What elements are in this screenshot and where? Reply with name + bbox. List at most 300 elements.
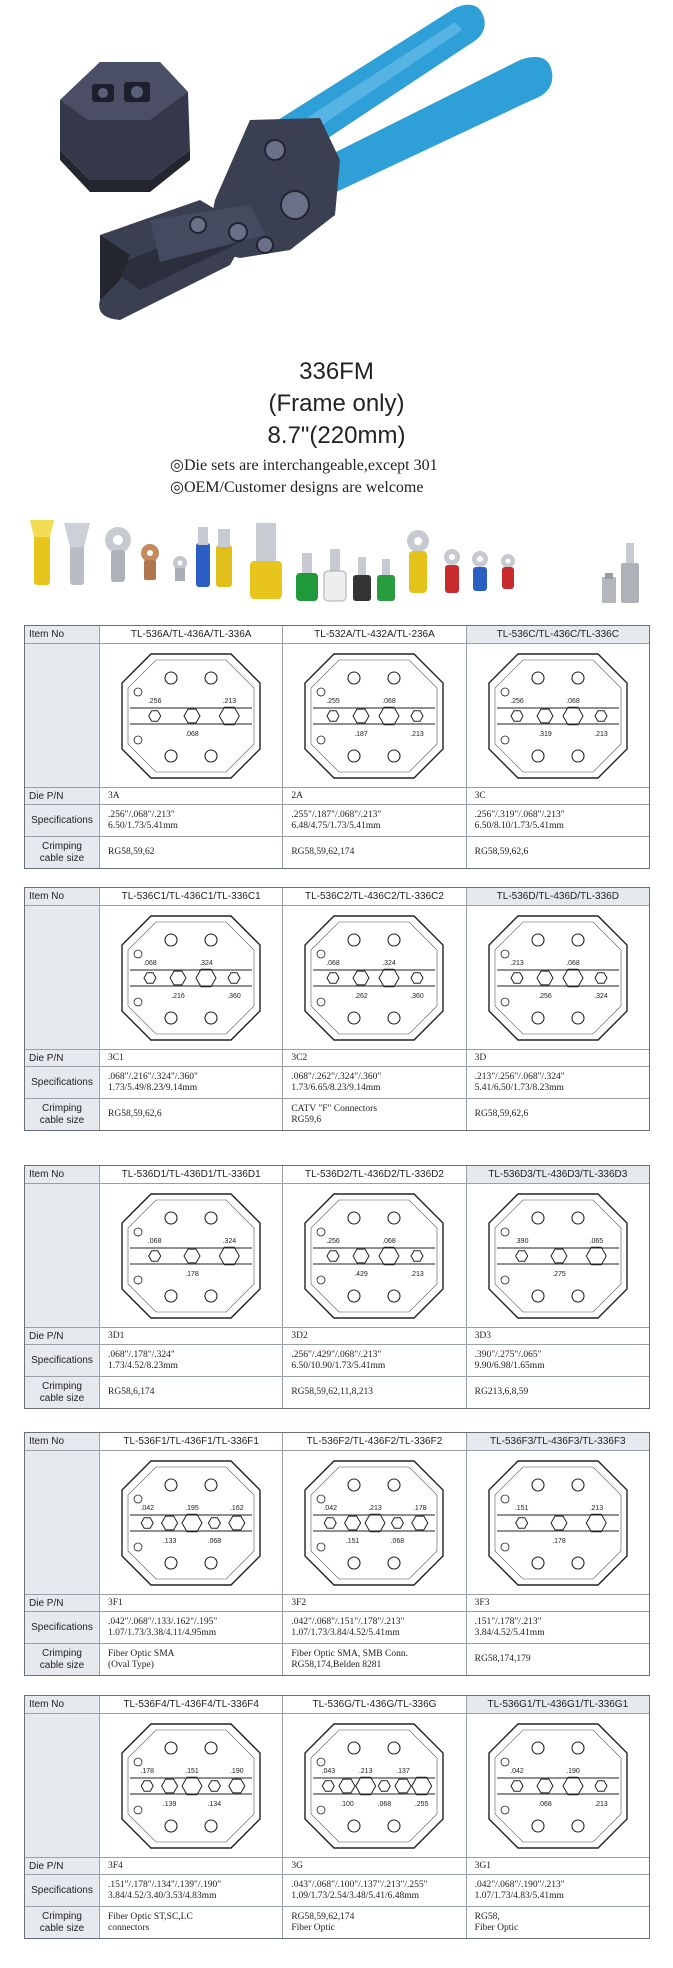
crimp-cavity [586, 1514, 606, 1531]
cavity-size-label: .275 [552, 1270, 566, 1278]
item-no-label: Item No [25, 888, 100, 905]
spec-line: .042"/.068"/.133/.162"/.195" [108, 1616, 218, 1627]
item-no-row [25, 1433, 649, 1450]
die-drawing [467, 906, 649, 1049]
cable-line: RG58,59,62,6 [474, 1109, 529, 1119]
die-pn-label: Die P/N [25, 1858, 100, 1874]
specifications-row [25, 1344, 649, 1376]
cavity-size-label: .324 [199, 959, 213, 967]
specification-value [100, 805, 283, 836]
item-no-row [25, 888, 649, 905]
locator-mark [134, 998, 142, 1006]
cavity-size-label: .324 [594, 992, 608, 1000]
locator-mark [501, 998, 509, 1006]
spec-line: 1.73/6.65/8.23/9.14mm [291, 1082, 381, 1093]
crimp-cavity [563, 969, 583, 986]
item-number: TL-536D1/TL-436D1/TL-336D1 [100, 1166, 283, 1183]
cable-line: Fiber Optic SMA [108, 1648, 175, 1659]
locator-mark [134, 736, 142, 744]
yellow-spade-terminal [30, 520, 54, 585]
crimp-cavity [219, 1247, 239, 1264]
item-number: TL-536F3/TL-436F3/TL-336F3 [467, 1433, 649, 1450]
mount-hole [165, 1290, 177, 1302]
crimp-cavity [516, 1517, 528, 1527]
die-diagram [299, 1455, 449, 1591]
die-diagram [483, 1718, 633, 1854]
crimp-cavity [229, 1779, 245, 1793]
cavity-size-label: .151 [346, 1537, 360, 1545]
specification-value [467, 805, 649, 836]
die-inner-outline [311, 1200, 437, 1312]
mount-hole [532, 1557, 544, 1569]
spec-line: .151"/.178"/.134"/.139"/.190" [108, 1879, 222, 1890]
crimp-cavity [182, 1514, 202, 1531]
mount-hole [205, 672, 217, 684]
die-drawing-row [25, 1450, 649, 1594]
cavity-size-label: .151 [514, 1504, 529, 1512]
cavity-size-label: .042 [140, 1504, 155, 1512]
specifications-label: Specifications [25, 1345, 100, 1376]
cavity-size-label: .068 [207, 1537, 222, 1545]
cable-line: RG58,59,62,6 [108, 1109, 162, 1119]
die-pn-row [25, 1857, 649, 1874]
die-diagram [483, 1188, 633, 1324]
die-drawing [467, 1714, 649, 1857]
specifications-label: Specifications [25, 1067, 100, 1098]
mount-hole [532, 1820, 544, 1832]
cable-line: RG213,6,8,59 [474, 1387, 529, 1397]
green-ferrule-terminal [296, 553, 318, 601]
die-diagram [116, 1455, 266, 1591]
spec-line: .151"/.178"/.213" [474, 1616, 542, 1627]
mount-hole [572, 1742, 584, 1754]
crimp-cavity [379, 969, 399, 986]
cavity-size-label: .178 [552, 1537, 566, 1545]
cavity-size-label: .324 [222, 1237, 237, 1245]
cavity-size-label: .042 [510, 1767, 524, 1775]
cavity-size-label: .151 [185, 1767, 199, 1775]
small-ring-terminal [173, 556, 187, 581]
locator-mark [501, 688, 509, 696]
crimping-cable-row [25, 1376, 649, 1408]
crimp-cavity [209, 1517, 221, 1527]
mount-hole [388, 1557, 400, 1569]
cavity-size-label: .139 [162, 1800, 177, 1808]
cable-size-value [283, 1377, 466, 1408]
locator-mark [317, 1276, 325, 1284]
cavity-size-label: .137 [396, 1767, 411, 1775]
cavity-size-label: .256 [510, 697, 524, 705]
cavity-size-label: .213 [589, 1504, 603, 1512]
cable-size-value [100, 1377, 283, 1408]
cavity-size-label: .134 [207, 1800, 222, 1808]
die-drawing [100, 1714, 283, 1857]
mount-hole [532, 934, 544, 946]
die-part-number: 3G1 [474, 1860, 492, 1871]
die-outline [305, 1724, 443, 1848]
cavity-size-label: .187 [354, 730, 369, 738]
note-interchangeable: ◎Die sets are interchangeable,except 301 [170, 457, 438, 474]
cavity-size-label: .213 [410, 1270, 425, 1278]
die-inner-outline [311, 660, 437, 772]
spec-line: 1.07/1.73/4.83/5.41mm [474, 1890, 564, 1901]
die-drawing [100, 1451, 283, 1594]
spec-line: .390"/.275"/.065" [474, 1349, 542, 1360]
cable-size-value [100, 837, 283, 868]
locator-mark [134, 1228, 142, 1236]
crimp-cavity [353, 971, 369, 985]
specifications-row [25, 1874, 649, 1906]
mount-hole [572, 1479, 584, 1491]
mount-hole [388, 1742, 400, 1754]
cable-line: RG58,174,179 [474, 1654, 531, 1664]
locator-mark [317, 1543, 325, 1551]
item-number: TL-536C2/TL-436C2/TL-336C2 [283, 888, 466, 905]
specification-value [283, 805, 466, 836]
crimp-cavity [196, 969, 216, 986]
crimp-cavity [379, 707, 399, 724]
spec-line: 9.90/6.98/1.65mm [474, 1360, 545, 1371]
mount-hole [572, 934, 584, 946]
red-fork-terminal [501, 554, 515, 589]
die-inner-outline [128, 1730, 254, 1842]
model-length: 8.7"(220mm) [267, 422, 406, 449]
die-pn-label: Die P/N [25, 788, 100, 804]
cavity-size-label: .213 [510, 959, 524, 967]
mount-hole [205, 1290, 217, 1302]
specification-value [467, 1612, 649, 1643]
locator-mark [501, 1806, 509, 1814]
cavity-size-label: .213 [222, 697, 237, 705]
spec-line: 1.09/1.73/2.54/3.48/5.41/6.48mm [291, 1890, 420, 1901]
die-pn-row [25, 1327, 649, 1344]
die-diagram [483, 1455, 633, 1591]
die-inner-outline [311, 1730, 437, 1842]
die-drawing-row [25, 905, 649, 1049]
die-part-number: 3D2 [283, 1328, 466, 1344]
cavity-size-label: .100 [340, 1800, 355, 1808]
crimp-cavity [327, 1250, 339, 1260]
crimp-cavity [412, 1516, 428, 1530]
die-inner-outline [128, 1467, 254, 1579]
drawing-label-blank [25, 1184, 100, 1327]
mount-hole [348, 1012, 360, 1024]
mount-hole [532, 1742, 544, 1754]
locator-mark [134, 1543, 142, 1551]
crimping-cable-row [25, 1906, 649, 1938]
die-drawing [467, 1451, 649, 1594]
drawing-label-blank [25, 1714, 100, 1857]
cable-line: RG58,59,62,6 [474, 847, 529, 857]
spec-line: .068"/.262"/.324"/.360" [291, 1071, 382, 1082]
specification-value [283, 1067, 466, 1098]
die-outline [489, 1724, 627, 1848]
cavity-size-label: .213 [359, 1767, 373, 1775]
locator-mark [501, 1495, 509, 1503]
locator-mark [317, 950, 325, 958]
silver-spade-terminal [64, 523, 90, 585]
die-diagram [483, 648, 633, 784]
crimp-cavity [563, 707, 583, 724]
mount-hole [532, 750, 544, 762]
mount-hole [205, 934, 217, 946]
cavity-size-label: .178 [185, 1270, 199, 1278]
mount-hole [165, 1012, 177, 1024]
mount-hole [388, 1290, 400, 1302]
crimp-cavity [149, 1250, 161, 1260]
cavity-size-label: .262 [354, 992, 369, 1000]
cable-line: Fiber Optic ST,SC,LC [108, 1911, 193, 1922]
cable-line: RG59,6 [291, 1114, 322, 1125]
locator-mark [134, 1495, 142, 1503]
cable-size-value [283, 1907, 466, 1938]
die-part-number: 3D [474, 1052, 487, 1063]
item-number: TL-536G/TL-436G/TL-336G [283, 1696, 466, 1713]
item-no-label: Item No [25, 626, 100, 643]
green-small-ferrule [377, 559, 395, 601]
black-ferrule-terminal [353, 557, 371, 601]
cavity-size-label: .195 [185, 1504, 199, 1512]
mount-hole [532, 1479, 544, 1491]
cavity-size-label: .162 [230, 1504, 244, 1512]
spec-line: 6.48/4.75/1.73/5.41mm [291, 820, 381, 831]
cavity-size-label: .319 [538, 730, 552, 738]
die-part-number: 3C1 [100, 1050, 283, 1066]
crimping-cable-label: Crimping cable size [25, 1907, 100, 1938]
crimp-cavity [141, 1780, 153, 1790]
spec-table [24, 1432, 650, 1676]
specifications-label: Specifications [25, 1875, 100, 1906]
mount-hole [572, 1290, 584, 1302]
item-no-label: Item No [25, 1433, 100, 1450]
spec-line: 1.07/1.73/3.38/4.11/4.95mm [108, 1627, 217, 1638]
crimp-cavity [563, 1777, 583, 1794]
crimp-cavity [379, 1247, 399, 1264]
crimp-cavity [229, 1516, 245, 1530]
spec-line: 1.73/4.52/8.23mm [108, 1360, 178, 1371]
crimping-cable-row [25, 1098, 649, 1130]
mount-hole [165, 672, 177, 684]
cable-size-value [100, 1644, 283, 1675]
mount-hole [388, 672, 400, 684]
cavity-size-label: .256 [538, 992, 552, 1000]
drawing-label-blank [25, 1451, 100, 1594]
crimping-cable-row [25, 1643, 649, 1675]
spec-table [24, 625, 650, 869]
crimp-cavity [511, 972, 523, 982]
die-part-number: 3F1 [100, 1595, 283, 1611]
crimp-cavity [327, 710, 339, 720]
crimp-cavity [182, 1777, 202, 1794]
specification-value [467, 1067, 649, 1098]
item-number: TL-536D/TL-436D/TL-336D [467, 888, 649, 905]
crimp-cavity [228, 972, 240, 982]
crimp-cavity [537, 709, 553, 723]
die-drawing [100, 1184, 283, 1327]
crimp-cavity [365, 1514, 385, 1531]
die-drawing-row [25, 1713, 649, 1857]
specification-value [283, 1612, 466, 1643]
die-pn-label: Die P/N [25, 1595, 100, 1611]
yellow-insulated-terminal [216, 529, 232, 587]
crimp-cavity [323, 1780, 335, 1790]
die-pn-row [25, 1049, 649, 1066]
spec-line: 6.50/8.10/1.73/5.41mm [474, 820, 564, 831]
mount-hole [348, 750, 360, 762]
cavity-size-label: .190 [230, 1767, 244, 1775]
crimping-cable-row [25, 836, 649, 868]
die-inner-outline [495, 660, 621, 772]
mount-hole [572, 672, 584, 684]
die-pn-row [25, 787, 649, 804]
cable-line: CATV "F" Connectors [291, 1103, 378, 1114]
mount-hole [388, 1820, 400, 1832]
die-diagram [299, 648, 449, 784]
coax-bnc-connector [621, 543, 639, 603]
die-diagram [299, 1188, 449, 1324]
item-number: TL-536F1/TL-436F1/TL-336F1 [100, 1433, 283, 1450]
mount-hole [532, 1290, 544, 1302]
locator-mark [501, 1228, 509, 1236]
crimp-cavity [345, 1516, 361, 1530]
cavity-size-label: .256 [148, 697, 162, 705]
spec-line: 6.50/10.90/1.73/5.41mm [291, 1360, 386, 1371]
mount-hole [205, 1012, 217, 1024]
die-inner-outline [128, 660, 254, 772]
die-inner-outline [128, 1200, 254, 1312]
crimp-cavity [184, 1249, 200, 1263]
crimp-cavity [144, 972, 156, 982]
die-set-illustration [60, 62, 190, 192]
copper-lug-terminal [141, 544, 159, 580]
crimp-cavity [395, 1779, 411, 1793]
die-outline [489, 654, 627, 778]
mount-hole [205, 1742, 217, 1754]
specification-value [467, 1875, 649, 1906]
die-drawing [283, 906, 466, 1049]
cavity-size-label: .213 [368, 1504, 383, 1512]
crimp-cavity [595, 1780, 607, 1790]
crimp-cavity [537, 1779, 553, 1793]
die-part-number: 3G [283, 1858, 466, 1874]
crimp-cavity [411, 710, 423, 720]
cavity-size-label: .068 [538, 1800, 552, 1808]
locator-mark [317, 1495, 325, 1503]
mount-hole [532, 672, 544, 684]
cable-line: RG58, [474, 1911, 500, 1922]
die-pn-row [25, 1594, 649, 1611]
mount-hole [388, 1479, 400, 1491]
cavity-size-label: .360 [227, 992, 241, 1000]
specification-value [283, 1875, 466, 1906]
die-inner-outline [128, 922, 254, 1034]
mount-hole [165, 1742, 177, 1754]
crimp-cavity [356, 1777, 376, 1794]
cavity-size-label: .360 [410, 992, 425, 1000]
specification-value [100, 1345, 283, 1376]
die-outline [122, 1461, 260, 1585]
spec-line: 3.84/4.52/3.40/3.53/4.83mm [108, 1890, 217, 1901]
die-drawing-row [25, 643, 649, 787]
cavity-size-label: .042 [323, 1504, 338, 1512]
cable-size-value [283, 1644, 466, 1675]
model-number: 336FM [299, 358, 374, 385]
cable-size-value [283, 837, 466, 868]
mount-hole [165, 1820, 177, 1832]
mount-hole [205, 1557, 217, 1569]
cable-line: RG58,59,62,174 [291, 1911, 355, 1922]
crimp-cavity [184, 709, 200, 723]
spec-table [24, 1165, 650, 1409]
die-part-number: 2A [283, 788, 466, 804]
die-diagram [116, 648, 266, 784]
specification-value [283, 1345, 466, 1376]
ring-lug-terminal [105, 527, 131, 582]
spec-line: 1.73/5.49/8.23/9.14mm [108, 1082, 198, 1093]
cavity-size-label: .068 [326, 959, 341, 967]
specifications-row [25, 1066, 649, 1098]
die-drawing [467, 1184, 649, 1327]
crimp-cavity [379, 1780, 391, 1790]
crimp-cavity [149, 710, 161, 720]
cable-line: Fiber Optic SMA, SMB Conn. [291, 1648, 408, 1659]
crimp-cavity [551, 1516, 567, 1530]
mount-hole [165, 750, 177, 762]
die-outline [305, 916, 443, 1040]
spec-line: .043"/.068"/.100"/.137"/.213"/.255" [291, 1879, 428, 1890]
cavity-size-label: .068 [185, 730, 199, 738]
die-part-number: 3C [474, 790, 486, 801]
item-no-label: Item No [25, 1696, 100, 1713]
blue-insulated-terminal [196, 527, 210, 587]
cable-size-value [467, 1099, 649, 1130]
die-inner-outline [495, 922, 621, 1034]
cable-line: Fiber Optic [474, 1922, 519, 1933]
cable-size-value [100, 1099, 283, 1130]
mount-hole [165, 934, 177, 946]
die-diagram [116, 1188, 266, 1324]
spec-line: .042"/.068"/.151"/.178"/.213" [291, 1616, 405, 1627]
mount-hole [348, 1820, 360, 1832]
spec-line: .068"/.216"/.324"/.360" [108, 1071, 198, 1082]
crimp-cavity [511, 710, 523, 720]
cable-line: Fiber Optic [291, 1922, 335, 1933]
cable-size-value [467, 1377, 649, 1408]
mount-hole [205, 1820, 217, 1832]
die-inner-outline [495, 1200, 621, 1312]
mount-hole [165, 1557, 177, 1569]
ferrule-terminal [250, 523, 282, 599]
spec-line: 6.50/1.73/5.41mm [108, 820, 178, 831]
spec-line: .068"/.178"/.324" [108, 1349, 175, 1360]
crimp-cavity [586, 1247, 606, 1264]
die-part-number: 3D3 [474, 1330, 492, 1341]
cavity-size-label: .133 [162, 1537, 177, 1545]
locator-mark [317, 1228, 325, 1236]
specifications-label: Specifications [25, 805, 100, 836]
spec-line: 5.41/6.50/1.73/8.23mm [474, 1082, 564, 1093]
die-diagram [299, 1718, 449, 1854]
cavity-size-label: .256 [326, 1237, 341, 1245]
specifications-row [25, 1611, 649, 1643]
spec-line: .256"/.319"/.068"/.213" [474, 809, 565, 820]
die-part-number: 3A [100, 788, 283, 804]
mount-hole [572, 1557, 584, 1569]
cavity-size-label: .324 [382, 959, 397, 967]
cavity-size-label: .043 [322, 1767, 336, 1775]
cable-line: RG58,59,62,11,8,213 [291, 1387, 374, 1397]
mount-hole [348, 1479, 360, 1491]
